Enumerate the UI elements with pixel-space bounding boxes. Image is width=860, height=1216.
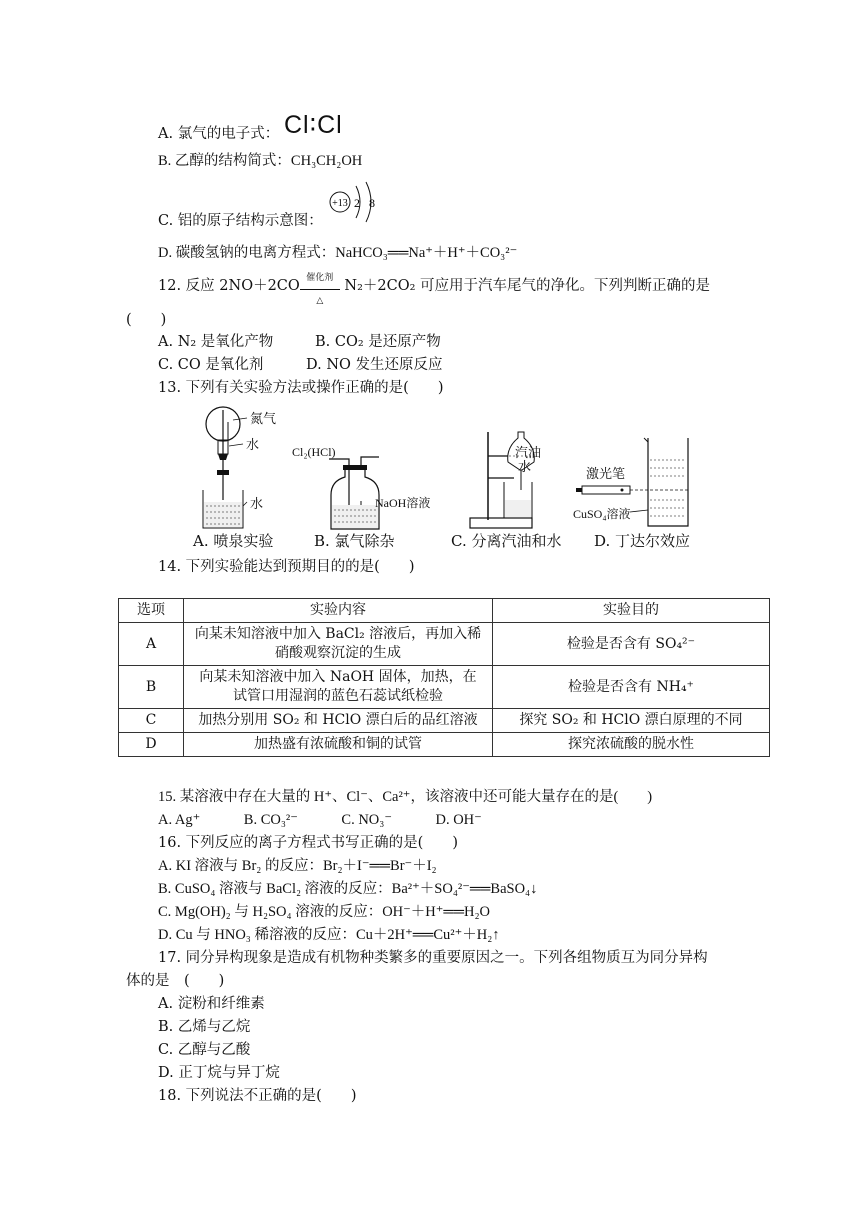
q12-option-a: A. N₂ 是氧化产物 [158,334,274,350]
fig-caption-d: D. 丁达尔效应 [594,532,691,550]
fig-a-label-water-bottom: 水 [250,497,264,512]
q12-option-c: C. CO 是氧化剂 [158,357,264,373]
q17-option-b: B. 乙烯与乙烷 [158,1019,251,1035]
q17-stem-line-2: 体的是 ( ) [126,973,225,989]
table-cell-purpose: 探究浓硫酸的脱水性 [493,733,770,757]
q16-option-b: B. CuSO₄ 溶液与 BaCl₂ 溶液的反应：Ba²⁺＋SO₄²⁻══BaSO₄↓ [158,881,538,897]
q12-stem [158,273,711,306]
atom-nucleus-label: +13 [332,198,348,209]
aluminum-atom-diagram [326,180,386,228]
atom-shell-count-1: 2 [354,196,360,210]
separatory-funnel-figure [466,428,546,532]
atom-shell-count-2: 8 [369,196,375,210]
fig-c-label-gasoline: 汽油 [515,446,542,461]
q15-options: A. Ag⁺ B. CO₃²⁻ C. NO₃⁻ D. OH⁻ [158,812,482,828]
content-line-1: 向某未知溶液中加入 BaCl₂ 溶液后，再加入稀 [194,626,482,642]
fig-a-label-water-top: 水 [246,438,260,453]
content-line-2: 硝酸观察沉淀的生成 [275,645,401,661]
fig-b-label-solution: NaOH溶液 [375,496,431,510]
q16-option-a: A. KI 溶液与 Br₂ 的反应：Br₂＋I⁻══Br⁻＋I₂ [158,858,437,874]
q11-option-c: C. 铝的原子结构示意图： [158,213,323,229]
table-header-row [119,599,770,623]
table-cell-content: 加热分别用 SO₂ 和 HClO 漂白后的品红溶液 [184,709,493,733]
fig-caption-a: A. 喷泉实验 [193,532,274,550]
table-row [119,709,770,733]
table-cell-option: C [119,709,184,733]
q17-stem-line-1: 17. 同分异构现象是造成有机物种类繁多的重要原因之一。下列各组物质互为同分异构 [158,950,708,966]
table-header-cell: 实验内容 [184,599,493,623]
q15-stem: 15. 某溶液中存在大量的 H⁺、Cl⁻、Ca²⁺，该溶液中还可能大量存在的是( ) [158,789,653,805]
chlorine-electron-formula: Cl∶Cl [284,111,343,139]
q16-stem: 16. 下列反应的离子方程式书写正确的是( ) [158,835,458,851]
table-cell-content [184,623,493,666]
fig-c-label-water: 水 [518,460,532,475]
table-cell-purpose: 探究 SO₂ 和 HClO 漂白原理的不同 [493,709,770,733]
table-cell-option: A [119,623,184,666]
q18-stem: 18. 下列说法不正确的是( ) [158,1088,357,1104]
catalyst-label: 催化剂 [306,273,334,283]
q16-option-d: D. Cu 与 HNO₃ 稀溶液的反应：Cu＋2H⁺══Cu²⁺＋H₂↑ [158,927,500,943]
fig-d-label-laser: 激光笔 [586,467,626,482]
catalyst-arrow [300,273,340,306]
q16-option-c: C. Mg(OH)₂ 与 H₂SO₄ 溶液的反应：OH⁻＋H⁺══H₂O [158,904,490,920]
table-cell-purpose: 检验是否含有 NH₄⁺ [493,666,770,709]
q17-option-a: A. 淀粉和纤维素 [158,996,265,1012]
q11-option-b: B. 乙醇的结构简式：CH₃CH₂OH [158,153,363,169]
experiment-table [118,598,770,757]
gas-washing-bottle-figure [325,455,385,531]
table-header-cell: 实验目的 [493,599,770,623]
table-cell-option: D [119,733,184,757]
content-line-1: 向某未知溶液中加入 NaOH 固体，加热，在 [199,669,477,685]
q17-option-d: D. 正丁烷与异丁烷 [158,1065,280,1081]
table-cell-option: B [119,666,184,709]
q12-option-b: B. CO₂ 是还原产物 [315,334,441,350]
heat-label: △ [316,296,324,306]
content-line-2: 试管口用湿润的蓝色石蕊试纸检验 [233,688,443,704]
table-cell-content: 加热盛有浓硫酸和铜的试管 [184,733,493,757]
q11-option-a: A. 氯气的电子式： [158,126,280,142]
table-cell-purpose: 检验是否含有 SO₄²⁻ [493,623,770,666]
table-cell-content [184,666,493,709]
table-row [119,733,770,757]
q12-stem-part-b: N₂＋2CO₂ 可应用于汽车尾气的净化。下列判断正确的是 [339,278,711,294]
q11-option-d: D. 碳酸氢钠的电离方程式：NaHCO₃══Na⁺＋H⁺＋CO₃²⁻ [158,245,518,261]
q12-answer-paren: ( ) [126,312,167,328]
fig-d-label-solution: CuSO₄溶液 [573,507,631,521]
q12-stem-part-a: 12. 反应 2NO＋2CO [158,278,300,294]
fig-a-label-nitrogen: 氮气 [250,412,277,427]
fig-caption-b: B. 氯气除杂 [314,532,395,550]
fig-b-label-gas: Cl₂(HCl) [292,445,336,459]
q17-option-c: C. 乙醇与乙酸 [158,1042,251,1058]
table-header-cell: 选项 [119,599,184,623]
q12-option-d: D. NO 发生还原反应 [306,357,443,373]
table-row [119,666,770,709]
fig-caption-c: C. 分离汽油和水 [451,532,562,550]
q13-stem: 13. 下列有关实验方法或操作正确的是( ) [158,380,444,396]
table-row [119,623,770,666]
q14-stem: 14. 下列实验能达到预期目的的是( ) [158,559,415,575]
